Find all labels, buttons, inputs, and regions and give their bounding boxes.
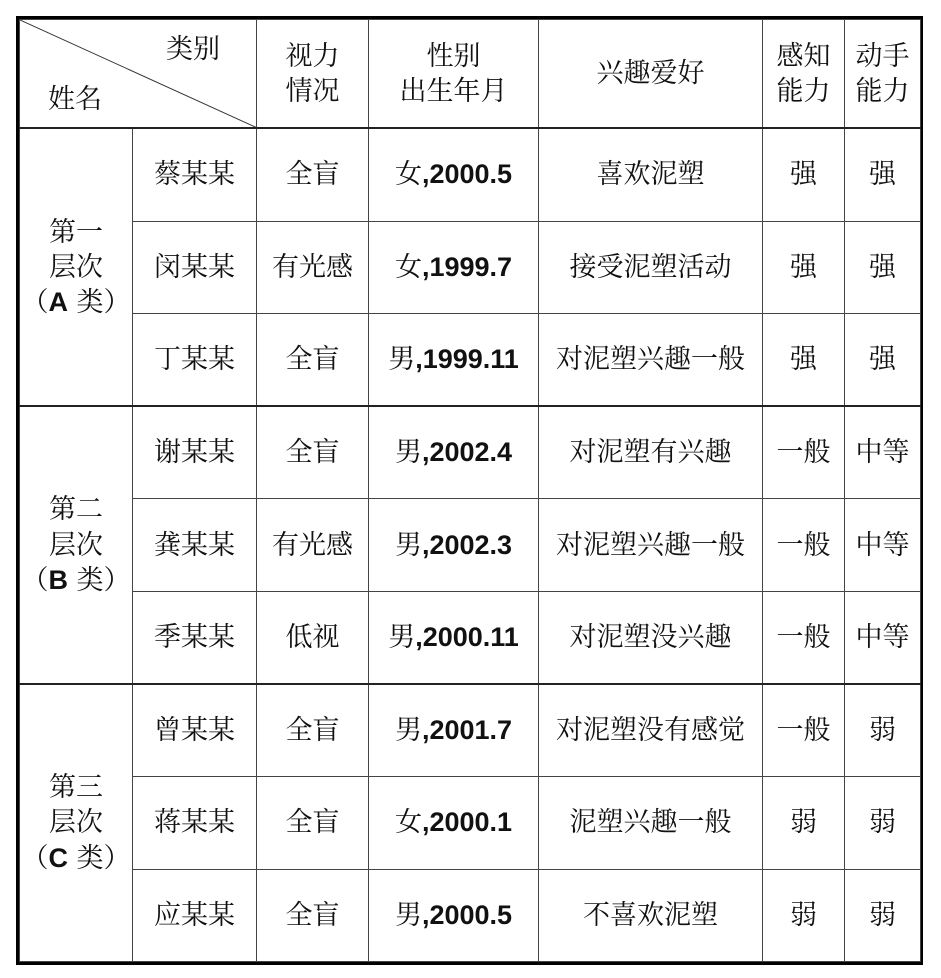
birth-value: 1999.7 xyxy=(429,251,513,282)
gender-birth-cell xyxy=(369,869,539,961)
sex-value: 女 xyxy=(394,159,422,191)
level-word: 层次 xyxy=(49,807,103,839)
comma-separator: , xyxy=(415,621,423,652)
vision-header-line2: 情况 xyxy=(285,75,340,107)
interest-cell: 接受泥塑活动 xyxy=(539,221,763,313)
gender-birth-cell xyxy=(369,221,539,313)
handson-cell: 弱 xyxy=(845,777,921,869)
perception-cell: 强 xyxy=(763,221,845,313)
birth-value: 2000.5 xyxy=(429,159,513,190)
interest-cell: 对泥塑兴趣一般 xyxy=(539,313,763,406)
birth-value: 2000.1 xyxy=(429,807,513,838)
level-label: 第一 xyxy=(49,216,103,248)
handson-cell: 中等 xyxy=(845,406,921,499)
comma-separator: , xyxy=(421,251,430,282)
gender-birth-cell xyxy=(369,684,539,777)
corner-header-cell xyxy=(20,20,257,129)
vision-cell: 全盲 xyxy=(257,406,369,499)
table-row xyxy=(20,128,921,221)
class-open-paren: （ xyxy=(21,564,49,596)
comma-separator: , xyxy=(421,807,430,838)
gender-birth-cell xyxy=(369,128,539,221)
table-row xyxy=(20,221,921,313)
table-row xyxy=(20,591,921,684)
level-group-cell xyxy=(20,128,133,406)
interest-cell: 泥塑兴趣一般 xyxy=(539,777,763,869)
name-cell: 龚某某 xyxy=(133,499,257,591)
vision-cell: 全盲 xyxy=(257,313,369,406)
perception-cell: 强 xyxy=(763,313,845,406)
vision-cell: 低视 xyxy=(257,591,369,684)
sex-value: 男 xyxy=(388,621,416,653)
class-open-paren: （ xyxy=(21,286,49,318)
gender-header: 性别 xyxy=(426,40,481,72)
birth-value: 2002.3 xyxy=(429,529,513,560)
sex-value: 男 xyxy=(394,529,422,561)
class-suffix: 类） xyxy=(67,842,131,874)
perception-cell: 一般 xyxy=(763,406,845,499)
gender-birth-header xyxy=(369,20,539,129)
vision-header xyxy=(257,20,369,129)
category-header: 类别 xyxy=(166,34,220,65)
perception-cell: 一般 xyxy=(763,684,845,777)
table-row xyxy=(20,869,921,961)
class-open-paren: （ xyxy=(21,842,49,874)
level-group-cell xyxy=(20,406,133,684)
vision-cell: 全盲 xyxy=(257,128,369,221)
interest-cell: 对泥塑兴趣一般 xyxy=(539,499,763,591)
class-suffix: 类） xyxy=(67,564,131,596)
handson-header-line2: 能力 xyxy=(855,75,910,107)
vision-cell: 全盲 xyxy=(257,777,369,869)
class-suffix: 类） xyxy=(67,286,131,318)
birth-value: 2000.11 xyxy=(422,621,519,652)
birth-value: 2000.5 xyxy=(429,899,513,930)
vision-header-line1: 视力 xyxy=(285,40,340,72)
table-row xyxy=(20,406,921,499)
sex-value: 男 xyxy=(394,437,422,469)
name-header: 姓名 xyxy=(48,84,102,116)
interest-cell: 对泥塑有兴趣 xyxy=(539,406,763,499)
table-row xyxy=(20,777,921,869)
handson-cell: 强 xyxy=(845,128,921,221)
class-letter: B xyxy=(48,564,68,595)
perception-cell: 一般 xyxy=(763,591,845,684)
name-cell: 蔡某某 xyxy=(133,128,257,221)
gender-birth-cell xyxy=(369,499,539,591)
perception-cell: 弱 xyxy=(763,869,845,961)
handson-cell: 强 xyxy=(845,313,921,406)
handson-header xyxy=(845,20,921,129)
sex-value: 女 xyxy=(394,251,422,283)
name-cell: 曾某某 xyxy=(133,684,257,777)
sex-value: 男 xyxy=(388,344,416,375)
comma-separator: , xyxy=(421,437,430,468)
name-cell: 季某某 xyxy=(133,591,257,684)
comma-separator: , xyxy=(415,344,423,374)
comma-separator: , xyxy=(421,159,430,190)
vision-cell: 有光感 xyxy=(257,499,369,591)
handson-header-line1: 动手 xyxy=(855,40,910,72)
level-group-cell xyxy=(20,684,133,961)
level-class xyxy=(20,285,132,320)
gender-birth-cell xyxy=(369,591,539,684)
interest-cell: 不喜欢泥塑 xyxy=(539,869,763,961)
level-class xyxy=(20,841,132,876)
name-cell: 蒋某某 xyxy=(133,777,257,869)
interest-header: 兴趣爱好 xyxy=(539,20,763,129)
gender-birth-cell xyxy=(369,777,539,869)
name-cell: 丁某某 xyxy=(133,313,257,406)
table-row xyxy=(20,499,921,591)
handson-cell: 中等 xyxy=(845,591,921,684)
vision-cell: 有光感 xyxy=(257,221,369,313)
interest-cell: 对泥塑没有感觉 xyxy=(539,684,763,777)
perception-cell: 一般 xyxy=(763,499,845,591)
table-row xyxy=(20,684,921,777)
sex-value: 男 xyxy=(394,899,422,931)
birth-header: 出生年月 xyxy=(399,75,508,107)
gender-birth-cell xyxy=(369,406,539,499)
perception-cell: 弱 xyxy=(763,777,845,869)
header-row xyxy=(20,20,921,129)
birth-value: 2001.7 xyxy=(429,715,513,746)
level-class xyxy=(20,563,132,598)
name-cell: 谢某某 xyxy=(133,406,257,499)
table-row xyxy=(20,313,921,406)
level-label: 第三 xyxy=(49,772,103,804)
level-label: 第二 xyxy=(49,494,103,526)
sex-value: 女 xyxy=(394,807,422,839)
handson-cell: 强 xyxy=(845,221,921,313)
level-word: 层次 xyxy=(49,251,103,283)
handson-cell: 弱 xyxy=(845,684,921,777)
gender-birth-cell xyxy=(369,313,539,406)
perception-cell: 强 xyxy=(763,128,845,221)
sex-value: 男 xyxy=(394,715,422,747)
student-table xyxy=(19,19,921,962)
name-cell: 闵某某 xyxy=(133,221,257,313)
handson-cell: 中等 xyxy=(845,499,921,591)
interest-cell: 对泥塑没兴趣 xyxy=(539,591,763,684)
perception-header-line1: 感知 xyxy=(776,40,831,72)
student-table-frame xyxy=(16,16,923,965)
level-word: 层次 xyxy=(49,529,103,561)
vision-cell: 全盲 xyxy=(257,684,369,777)
birth-value: 1999.11 xyxy=(422,344,519,374)
perception-header-line2: 能力 xyxy=(776,75,831,107)
birth-value: 2002.4 xyxy=(429,437,513,468)
class-letter: C xyxy=(48,842,68,873)
name-cell: 应某某 xyxy=(133,869,257,961)
comma-separator: , xyxy=(421,715,430,746)
comma-separator: , xyxy=(421,899,430,930)
interest-cell: 喜欢泥塑 xyxy=(539,128,763,221)
vision-cell: 全盲 xyxy=(257,869,369,961)
handson-cell: 弱 xyxy=(845,869,921,961)
comma-separator: , xyxy=(421,529,430,560)
class-letter: A xyxy=(48,286,68,317)
perception-header xyxy=(763,20,845,129)
